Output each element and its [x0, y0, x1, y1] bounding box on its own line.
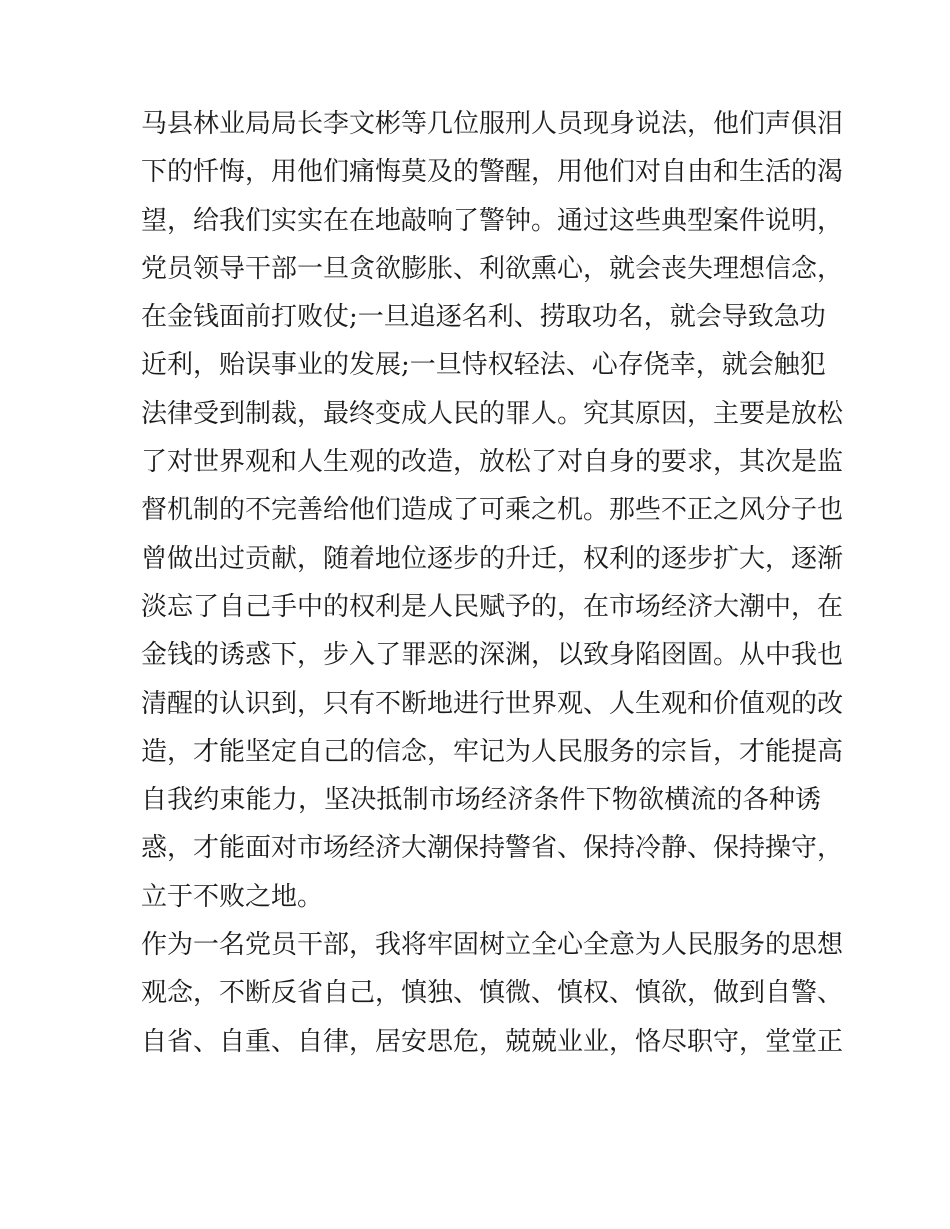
- text-line: 惑，才能面对市场经济大潮保持警省、保持冷静、保持操守，: [141, 833, 844, 864]
- text-line: 观念，不断反省自己，慎独、慎微、慎权、慎欲，做到自警、: [141, 978, 844, 1009]
- text-line: 清醒的认识到，只有不断地进行世界观、人生观和价值观的改: [141, 688, 844, 719]
- text-line: 了对世界观和人生观的改造，放松了对自身的要求，其次是监: [141, 447, 844, 478]
- text-line: 作为一名党员干部，我将牢固树立全心全意为人民服务的思想: [141, 930, 844, 961]
- text-line: 马县林业局局长李文彬等几位服刑人员现身说法，他们声俱泪: [141, 109, 844, 139]
- text-line: 曾做出过贡献，随着地位逐步的升迁，权利的逐步扩大，逐渐: [141, 543, 844, 574]
- text-line: 淡忘了自己手中的权利是人民赋予的，在市场经济大潮中，在: [141, 591, 844, 622]
- text-line: 自我约束能力，坚决抵制市场经济条件下物欲横流的各种诱: [141, 785, 821, 816]
- text-line: 望，给我们实实在在地敲响了警钟。通过这些典型案件说明，: [141, 205, 844, 236]
- text-line: 立于不败之地。: [141, 881, 324, 912]
- paragraph: [141, 921, 844, 1066]
- text-line: 党员领导干部一旦贪欲膨胀、利欲熏心，就会丧失理想信念，: [141, 253, 844, 284]
- text-line: 金钱的诱惑下，步入了罪恶的深渊，以致身陷囹圄。从中我也: [141, 640, 844, 671]
- text-line: 在金钱面前打败仗;一旦追逐名利、捞取功名，就会导致急功: [141, 302, 826, 333]
- text-line: 下的忏悔，用他们痛悔莫及的警醒，用他们对自由和生活的渴: [141, 157, 844, 188]
- paragraph: [141, 100, 844, 921]
- text-line: 自省、自重、自律，居安思危，兢兢业业，恪尽职守，堂堂正: [141, 1026, 844, 1057]
- text-line: 造，才能坚定自己的信念，牢记为人民服务的宗旨，才能提高: [141, 736, 844, 767]
- text-line: 督机制的不完善给他们造成了可乘之机。那些不正之风分子也: [141, 495, 844, 526]
- text-line: 法律受到制裁，最终变成人民的罪人。究其原因，主要是放松: [141, 398, 844, 429]
- document-body: [141, 100, 844, 1066]
- text-line: 近利，贻误事业的发展;一旦恃权轻法、心存侥幸，就会触犯: [141, 350, 826, 381]
